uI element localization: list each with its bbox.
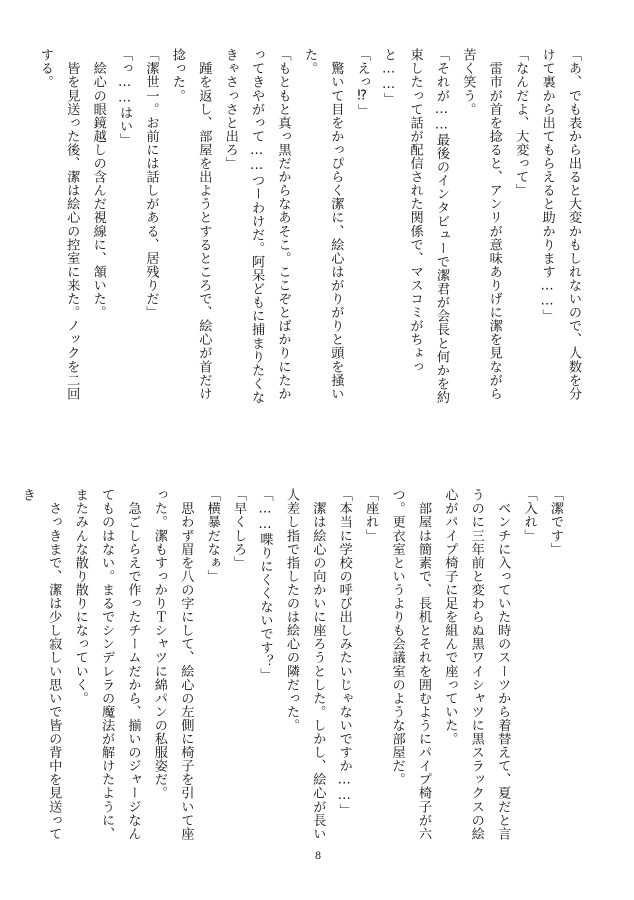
paragraph: 「入れ」 [521, 488, 537, 543]
paragraph: 驚いて目をかっぴらく潔に、絵心はがりがりと頭を掻いた。 [301, 48, 344, 401]
paragraph: ベンチに入っていた時のスーツから着替えて、夏だと言うのに三年前と変わらぬ黒ワイシャツに黒スラックスの絵心がパイプ椅子に足を組んで座っていた。 [442, 488, 511, 841]
paragraph: さっきまで、潔は少し寂しい思いで皆の背中を見送ってき [19, 488, 62, 841]
paragraph: 部屋は簡素で、長机とそれを囲むようにパイプ椅子が六つ。更衣室というよりも会議室のような部屋だ。 [389, 488, 431, 841]
paragraph: 「あ、でも表から出ると大変かもしれないので、人数を分けて裏から出てもらえると助かります……」 [539, 48, 581, 401]
paragraph: 雷市が首を捻ると、アンリが意味ありげに潔を見ながら苦く笑う。 [460, 48, 502, 401]
paragraph: 「潔です」 [548, 488, 563, 556]
bottom-text-block [19, 488, 568, 850]
paragraph: 「座れ」 [363, 488, 379, 543]
paragraph: 「それが……最後のインタビューで潔君が会長と何かを約束したって話が配信された関係で、マスコミがちょっと……」 [381, 48, 449, 404]
paragraph: 「横暴だなぁ」 [204, 488, 220, 583]
paragraph: 急ごしらえで作ったチームだから、揃いのジャージなんてものはない。まるでシンデレラの魔法が解けたように、またみんな散り散りになっていく。 [72, 488, 141, 841]
paragraph: 「早くしろ」 [231, 488, 247, 570]
paragraph: 踵を返し、部屋を出ようとするところで、絵心が首だけ捻った。 [169, 48, 212, 401]
page-number: 8 [314, 851, 322, 862]
top-text-block [37, 48, 586, 410]
paragraph: 絵心の眼鏡越しの含んだ視線に、頷いた。 [90, 48, 106, 319]
paragraph: 「えっ⁉」 [354, 48, 370, 118]
paragraph: 皆を見送った後、潔は絵心の控室に来た。ノックを二回する。 [37, 48, 80, 401]
paragraph: 「なんだよ、大変って」 [513, 48, 529, 198]
paragraph: 「潔世一。お前には話しがある、居残りだ」 [143, 48, 159, 319]
paragraph: 「本当に学校の呼び出しみたいじゃないですか……」 [336, 488, 352, 817]
paragraph: 「……喋りにくくないです？」 [257, 488, 273, 682]
paragraph: 「もともと真っ黒だからなあそこ。ここぞとばかりにたかってきやがって……つーわけだ。阿呆どもに捕まりたくなきゃさっさと出ろ」 [222, 48, 291, 404]
paragraph: 潔は絵心の向かいに座ろうとした。しかし、絵心が長い人差し指で指したのは絵心の隣だった。 [283, 488, 326, 841]
paragraph: 思わず眉を八の字にして、絵心の左側に椅子を引いて座った。潔もすっかりＴシャツに綿パンの私服姿だ。 [151, 488, 194, 841]
paragraph: 「っ……はい」 [117, 48, 133, 147]
